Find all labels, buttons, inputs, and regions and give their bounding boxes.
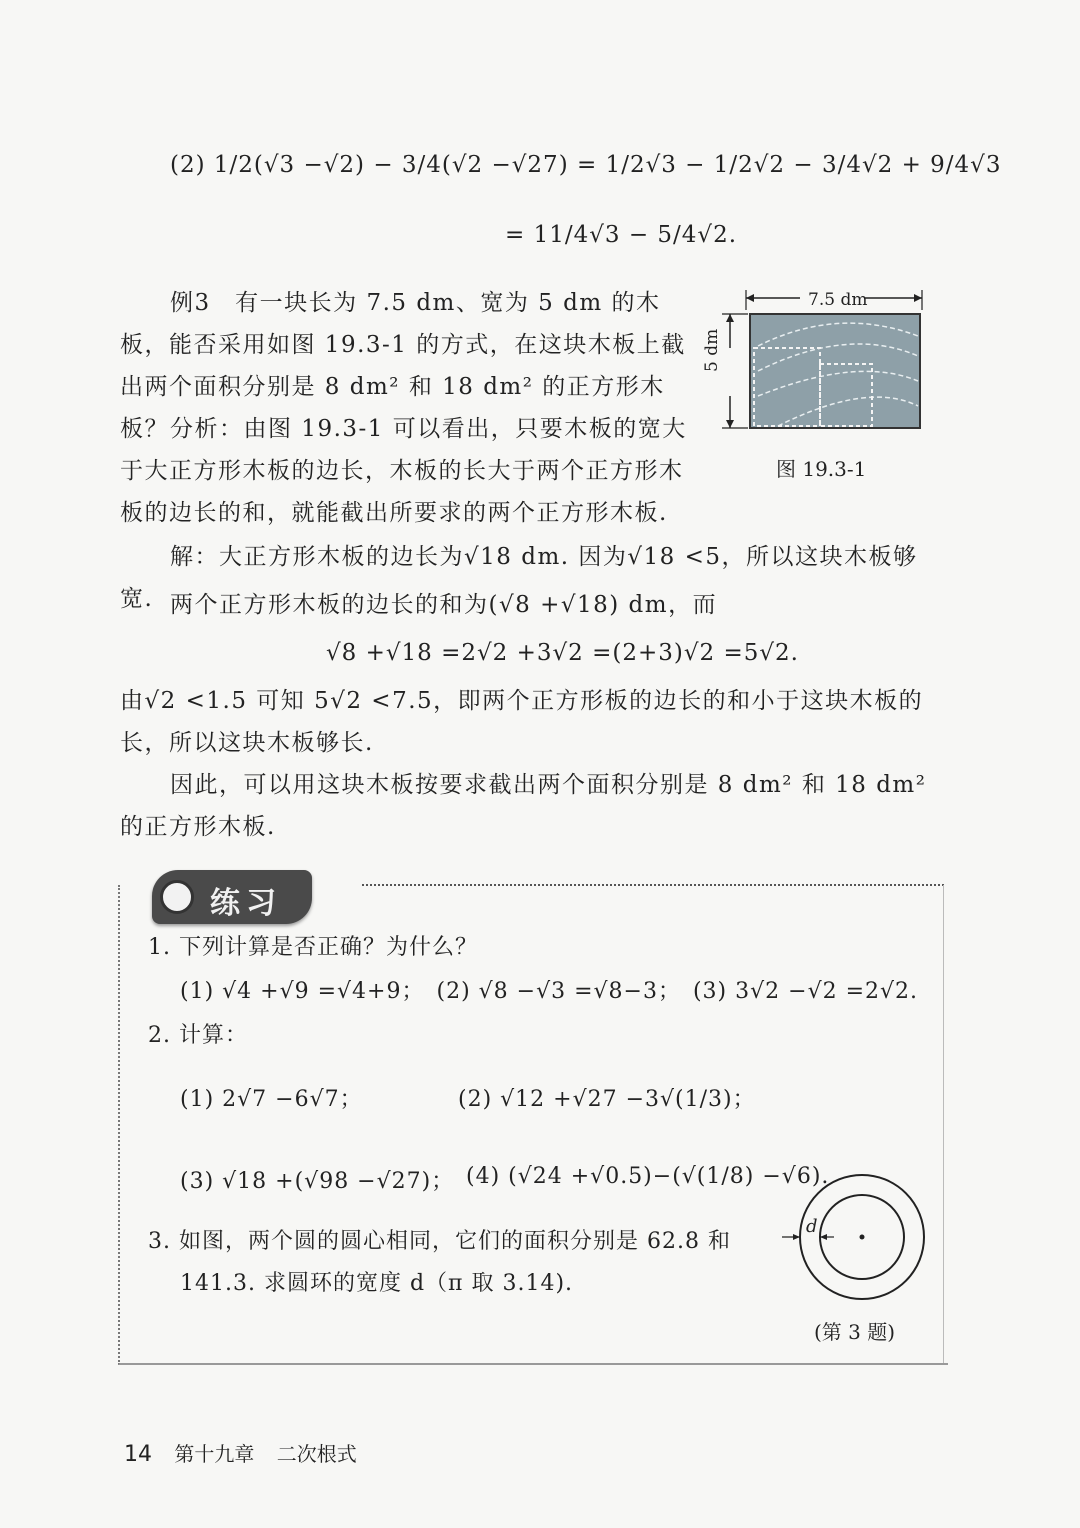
- exercise-q3-line1: 3. 如图，两个圆的圆心相同，它们的面积分别是 62.8 和: [148, 1229, 731, 1254]
- figure-d-label: d: [806, 1216, 818, 1237]
- exercise-q2-c: (3) √18 +(√98 −√27)；: [180, 1169, 455, 1194]
- figure-width-label: 7.5 dm: [808, 290, 868, 310]
- solution-line2: 两个正方形木板的边长的和为(√8 +√18) dm，而: [170, 592, 718, 618]
- exercise-right-border: [943, 885, 944, 1363]
- exercise-tab: [152, 870, 312, 924]
- exercise-pencil-icon: [160, 880, 194, 914]
- exercise-top-divider: [362, 884, 944, 886]
- exercise-q3-line2: 141.3. 求圆环的宽度 d（π 取 3.14).: [180, 1271, 574, 1296]
- exercise-q2-a: (1) 2√7 −6√7；: [180, 1087, 363, 1112]
- chapter-number: 第十九章: [174, 1442, 255, 1466]
- page-number: 14: [124, 1442, 152, 1467]
- solution-line1: 解：大正方形木板的边长为√18 dm. 因为√18 <5，所以这块木板够宽.: [120, 544, 918, 612]
- equation-2-line1: (2) 1/2(√3 −√2) − 3/4(√2 −√27) = 1/2√3 − 1/2√2 − 3/4√2 + 9/4√3: [170, 152, 1002, 178]
- figure-concentric-circles: [776, 1170, 936, 1310]
- exercise-q1: 1. 下列计算是否正确？为什么？: [148, 935, 478, 960]
- equation-2-line2: = 11/4√3 − 5/4√2.: [505, 222, 738, 248]
- figure-caption: 图 19.3-1: [776, 457, 867, 481]
- solution-equation: √8 +√18 =2√2 +3√2 =(2+3)√2 =5√2.: [326, 640, 799, 666]
- page-footer: [124, 1438, 373, 1467]
- solution-line3: 由√2 <1.5 可知 5√2 <7.5，即两个正方形板的边长的和小于这块木板的长，所以这块木板够长.: [120, 688, 924, 756]
- figure-height-label: 5 dm: [702, 328, 722, 372]
- exercise-q1-items: (1) √4 +√9 =√4+9； (2) √8 −√3 =√8−3； (3) 3√2 −√2 =2√2.: [180, 979, 919, 1004]
- exercise-q2-b: (2) √12 +√27 −3√(1/3)；: [458, 1087, 756, 1112]
- exercise-title: 练习: [210, 886, 282, 921]
- exercise-q2: 2. 计算：: [148, 1023, 248, 1048]
- exercise-q2-d: (4) (√24 +√0.5)−(√(1/8) −√6).: [466, 1164, 830, 1189]
- conclusion-text: 因此，可以用这块木板按要求截出两个面积分别是 8 dm² 和 18 dm² 的正方形木板.: [120, 772, 927, 840]
- analysis-text: 分析：由图 19.3-1 可以看出，只要木板的宽大于大正方形木板的边长，木板的长大于两个正方形木板的边长的和，就能截出所要求的两个正方形木板.: [120, 416, 687, 526]
- example-3-text: 例3 有一块长为 7.5 dm、宽为 5 dm 的木板，能否采用如图 19.3-1 的方式，在这块木板上截出两个面积分别是 8 dm² 和 18 dm² 的正方形木板？: [120, 290, 686, 442]
- chapter-title: 二次根式: [276, 1442, 357, 1466]
- figure-q3-caption: (第 3 题): [814, 1320, 896, 1344]
